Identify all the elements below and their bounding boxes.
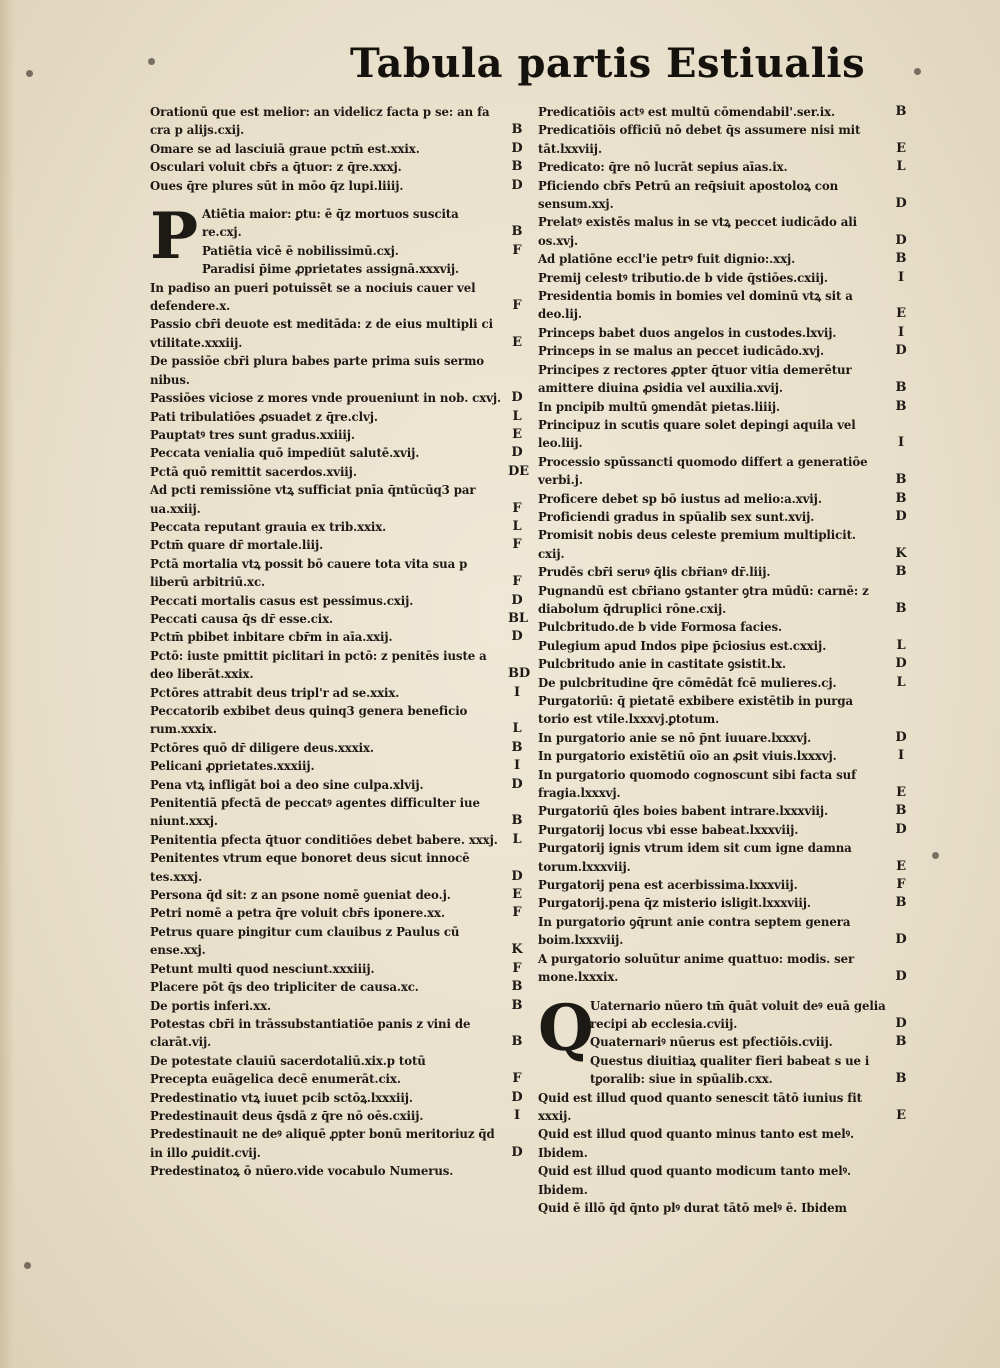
index-entry: [150, 684, 526, 702]
section-letter: F: [512, 500, 522, 516]
entry-text: In pncipib multū ꝯmendāt pietas.liiij.: [538, 399, 780, 414]
index-entry: [538, 490, 910, 508]
entry-text: Petrus quare pingitur cum clauibus z Paulus cū ense.xxj.: [150, 924, 460, 958]
entry-text: In purgatorio existētiū oīo an ꝓsit viuis.lxxxvj.: [538, 749, 837, 764]
section-letter: B: [895, 490, 907, 506]
section-letter: I: [898, 748, 904, 764]
entry-text: Predestinauit ne deꝰ aliquē ꝓpter bonū meritoriuz q̄d in illo ꝓuidit.cvij.: [150, 1127, 495, 1160]
entry-text: In purgatorio ꝯq̄runt anie contra septem genera boim.lxxxviij.: [538, 914, 851, 948]
index-entry: [202, 205, 526, 242]
index-entry: [202, 260, 526, 278]
index-entry: [538, 692, 910, 729]
index-entry: [538, 213, 910, 250]
entry-text: Pctōres attrabit deus tripl'r ad se.xxix.: [150, 685, 400, 700]
entry-text: Paradisi p̄ime ꝓprietates assignā.xxxvij.: [202, 262, 459, 277]
entry-text: Patiētia vicē ē nobilissimū.cxj.: [202, 243, 399, 258]
section-letter: L: [896, 159, 906, 175]
entry-text: Passiōes viciose z mores vnde proueniunt in nob. cxvj.: [150, 391, 502, 406]
section-letter: B: [511, 997, 523, 1013]
section-letter: E: [896, 1107, 906, 1123]
entry-text: Potestas cbr̄i in trāssubstantiatiōe panis z vini de clarāt.vij.: [150, 1016, 471, 1050]
index-entry: [538, 121, 910, 158]
section-letter: B: [511, 1034, 523, 1050]
index-entry: [538, 1125, 910, 1162]
ink-speck: [148, 58, 155, 65]
entry-text: Atiētia maior: ꝑtu: ē q̄z mortuos suscita re.cxj.: [202, 207, 459, 240]
entry-text: Omare se ad lasciuiā graue pctm̄ est.xxix.: [150, 141, 420, 156]
index-entry: [150, 904, 526, 922]
index-entry: [202, 242, 526, 260]
drop-capital: Q: [538, 990, 594, 1066]
entry-text: De portis inferi.xx.: [150, 998, 271, 1013]
letter-section: [538, 990, 910, 1218]
index-entry: [150, 463, 529, 481]
index-entry: [538, 637, 910, 655]
index-entry: [150, 536, 526, 554]
entry-text: Princeps babet duos angelos in custodes.lxvij.: [538, 325, 837, 340]
section-letter: D: [895, 343, 907, 359]
index-entry: [150, 1125, 526, 1162]
entry-text: Passio cbr̄i deuote est meditāda: z de eius multipli ci vtilitate.xxxiij.: [150, 317, 493, 350]
index-entry: [150, 1107, 526, 1125]
drop-capital: P: [150, 199, 199, 275]
index-entry: [150, 960, 526, 978]
entry-text: Peccati causa q̄s dr̄ esse.cix.: [150, 611, 334, 626]
index-entry: [150, 555, 526, 592]
entry-text: Peccata reputant grauia ex trib.xxix.: [150, 519, 387, 534]
entry-text: In purgatorio quomodo cognoscunt sibi facta suf fragia.lxxxvj.: [538, 767, 857, 801]
index-entry: [590, 997, 910, 1034]
index-entry: [150, 978, 526, 996]
section-letter: B: [511, 224, 523, 240]
section-letter: D: [511, 868, 523, 884]
index-entry: [538, 1199, 910, 1217]
index-entry: [150, 739, 526, 757]
ink-speck: [932, 852, 939, 859]
section-letter: B: [895, 803, 907, 819]
section-letter: B: [895, 251, 907, 267]
entry-text: Peccata venialia quō impediūt salutē.xvij.: [150, 446, 420, 461]
index-entry: [150, 1015, 526, 1052]
section-letter: D: [511, 390, 523, 406]
index-entry: [538, 839, 910, 876]
index-entry: [538, 324, 910, 342]
entry-text: Pficiendo cbr̄s Petrū an req̄siuit apostoloꝝ con sensum.xxj.: [538, 178, 839, 212]
section-letter: B: [895, 398, 907, 414]
section-letter: B: [511, 813, 523, 829]
entry-text: Pena vtꝝ infligāt boi a deo sine culpa.xlvij.: [150, 777, 424, 792]
entry-text: Oues q̄re plures sūt in mōo q̄z lupi.liiij.: [150, 178, 404, 193]
entry-text: Pctm̄ pbibet inbitare cbr̄m in aīa.xxij.: [150, 630, 393, 645]
entry-text: Pelicani ꝓprietates.xxxiij.: [150, 759, 315, 774]
section-letter: D: [895, 656, 907, 672]
index-entry: [538, 821, 910, 839]
index-entry: [150, 518, 526, 536]
section-letter: L: [512, 518, 522, 534]
section-letter: F: [512, 1071, 522, 1087]
index-entry: [150, 481, 526, 518]
section-letter: D: [895, 932, 907, 948]
index-entry: [538, 287, 910, 324]
index-entry: [150, 315, 526, 352]
entry-text: Precepta euāgelica decē enumerāt.cix.: [150, 1072, 401, 1087]
index-entry: [150, 426, 526, 444]
section-letter: F: [896, 877, 906, 893]
section-letter: B: [895, 895, 907, 911]
section-letter: D: [511, 1144, 523, 1160]
section-letter: D: [511, 177, 523, 193]
ink-speck: [26, 70, 33, 77]
index-entry: [150, 103, 526, 140]
entry-text: Principuz in scutis quare solet depingi aquila vel leo.liij.: [538, 417, 856, 451]
section-letter: B: [895, 104, 907, 119]
section-letter: I: [898, 269, 904, 285]
entry-text: Predestinatio vtꝝ iuuet pcib sctōꝝ.lxxxiij.: [150, 1090, 413, 1105]
section-letter: B: [895, 1071, 907, 1087]
section-letter: F: [512, 960, 522, 976]
entry-text: Principes z rectores ꝓpter q̄tuor vitia demerētur amittere diuina ꝓsidia vel auxilia.xvij.: [538, 362, 852, 396]
entry-text: Processio spūssancti quomodo differt a generatiōe verbi.j.: [538, 454, 868, 488]
section-letter: K: [511, 942, 523, 958]
section-letter: F: [512, 298, 522, 314]
entry-text: Quid est illud quod quanto minus tanto est melꝰ. Ibidem.: [538, 1127, 854, 1160]
index-entry: [538, 508, 910, 526]
section-letter: E: [896, 858, 906, 874]
index-entry: [538, 526, 910, 563]
section-letter: E: [896, 140, 906, 156]
index-entry: [150, 1089, 526, 1107]
section-letter: D: [895, 821, 907, 837]
index-entry: [150, 279, 526, 316]
section-letter: B: [895, 380, 907, 396]
entry-text: Questus diuitiaꝝ qualiter fieri babeat s ue i tꝑoralib: siue in spūalib.cxx.: [590, 1053, 870, 1087]
index-entry: [538, 674, 910, 692]
index-column-right: [538, 103, 910, 1217]
entry-text: De passiōe cbr̄i plura babes parte prima suis sermo nibus.: [150, 354, 485, 387]
section-letter: D: [511, 629, 523, 645]
entry-text: Pctm̄ quare dr̄ mortale.liij.: [150, 538, 324, 553]
index-entry: [538, 453, 910, 490]
index-entry: [150, 610, 526, 628]
index-entry: [538, 729, 910, 747]
section-letter: D: [895, 232, 907, 248]
index-entry: [150, 1052, 526, 1070]
entry-text: Predestinatoꝝ ō nūero.vide vocabulo Numerus.: [150, 1164, 454, 1179]
entry-text: Presidentia bomis in bomies vel dominū vtꝝ sit a deo.lij.: [538, 289, 853, 322]
page-edge-shadow: [0, 0, 14, 1368]
index-entry: [150, 408, 526, 426]
section-letter: D: [895, 969, 907, 985]
index-entry: [538, 655, 910, 673]
section-letter: E: [896, 785, 906, 801]
section-letter: DE: [508, 463, 529, 479]
section-letter: F: [512, 905, 522, 921]
index-entry: [150, 923, 526, 960]
entry-text: Predicato: q̄re nō lucrāt sepius aīas.ix.: [538, 160, 788, 175]
section-letter: D: [511, 140, 523, 156]
index-entry: [150, 1162, 526, 1180]
section-letter: D: [895, 729, 907, 745]
section-letter: D: [511, 445, 523, 461]
entry-text: Purgatorij pena est acerbissima.lxxxviij.: [538, 878, 798, 893]
section-letter: I: [514, 758, 520, 774]
section-letter: I: [514, 1107, 520, 1123]
index-column-left: [150, 103, 531, 1181]
index-entry: [538, 802, 910, 820]
entry-text: Quid ē illō q̄d q̄nto plꝰ durat tātō melꝰ ē. Ibidem: [538, 1200, 847, 1215]
entry-text: Osculari voluit cbr̄s a q̄tuor: z q̄re.xxxj.: [150, 160, 402, 175]
section-letter: B: [895, 472, 907, 488]
section-letter: B: [895, 564, 907, 580]
section-letter: D: [895, 196, 907, 212]
letter-section: [150, 199, 531, 1181]
entry-text: Quid est illud quod quanto senescit tātō iunius fit xxxij.: [538, 1090, 862, 1123]
section-letter: F: [512, 574, 522, 590]
entry-text: Purgatorij ignis vtrum idem sit cum igne damna torum.lxxxviij.: [538, 841, 852, 874]
section-letter: E: [896, 306, 906, 322]
index-entry: [150, 886, 526, 904]
entry-text: Proficere debet sp bō iustus ad melio:a.xvij.: [538, 491, 822, 506]
index-entry: [150, 592, 526, 610]
section-gap: [538, 987, 910, 997]
entry-text: A purgatorio soluūtur anime quattuo: modis. ser mone.lxxxix.: [538, 951, 855, 985]
section-letter: B: [511, 979, 523, 995]
entry-text: Purgatoriū q̄les boies babent intrare.lxxxviij.: [538, 804, 829, 819]
section-letter: B: [895, 1034, 907, 1050]
section-letter: F: [512, 242, 522, 258]
section-gap: [150, 195, 526, 205]
entry-text: Pctā mortalia vtꝝ possit bō cauere tota vita sua p liberū arbitriū.xc.: [150, 556, 468, 590]
index-entry: [590, 1052, 910, 1089]
entry-text: Pctā quō remittit sacerdos.xviij.: [150, 464, 357, 479]
index-entry: [538, 563, 910, 581]
index-entry: [538, 582, 910, 619]
index-entry: [538, 103, 910, 121]
index-entry: [150, 177, 526, 195]
index-entry: [538, 158, 910, 176]
entry-text: Penitentes vtrum eque bonoret deus sicut innocē tes.xxxj.: [150, 851, 470, 884]
index-entry: [150, 831, 526, 849]
entry-text: Pauptatꝰ tres sunt gradus.xxiiij.: [150, 427, 355, 442]
section-letter: B: [511, 159, 523, 175]
section-letter: BD: [508, 666, 531, 682]
index-entry: [150, 628, 526, 646]
entry-text: Purgatorij.pena q̄z misterio isligit.lxxxviij.: [538, 896, 811, 911]
section-letter: I: [898, 435, 904, 451]
index-entry: [538, 747, 910, 765]
entry-text: Petri nomē a petra q̄re voluit cbr̄s iponere.xx.: [150, 906, 445, 921]
entry-text: Purgatorij locus vbi esse babeat.lxxxviij.: [538, 822, 799, 837]
index-entry: [150, 158, 526, 176]
index-entry: [150, 849, 526, 886]
section-letter: D: [895, 1015, 907, 1031]
entry-text: Predicatiōis actꝰ est multū cōmendabil'.ser.ix.: [538, 105, 835, 119]
entry-text: Princeps in se malus an peccet iudicādo.xvj.: [538, 344, 825, 359]
index-entry: [150, 1070, 526, 1088]
entry-text: Peccatorib exbibet deus quinq3 genera beneficio rum.xxxix.: [150, 704, 468, 737]
entry-text: Quaternariꝰ nūerus est pfectiōis.cviij.: [590, 1035, 833, 1050]
entry-text: Pctō: iuste pmittit piclitari in pctō: z penitēs iuste a deo liberāt.xxix.: [150, 648, 487, 682]
entry-text: Pati tribulatiōes ꝓsuadet z q̄re.clvj.: [150, 409, 378, 424]
entry-text: Petunt multi quod nesciunt.xxxiiij.: [150, 961, 375, 976]
section-letter: D: [895, 508, 907, 524]
entry-text: Pulcbritudo anie in castitate ꝯsistit.lx.: [538, 657, 787, 672]
entry-text: Predicatiōis officiū nō debet q̄s assumere nisi mit tāt.lxxviij.: [538, 123, 861, 156]
entry-text: Ad pcti remissiōne vtꝝ sufficiat pnīa q̄ntūcūq3 par ua.xxiij.: [150, 483, 476, 516]
index-entry: [538, 950, 910, 987]
entry-text: De potestate clauiū sacerdotaliū.xix.p totū: [150, 1053, 426, 1068]
index-entry: [150, 776, 526, 794]
entry-text: Penitentiā pfectā de peccatꝰ agentes difficulter iue niunt.xxxj.: [150, 796, 480, 829]
entry-text: Quid est illud quod quanto modicum tanto melꝰ. Ibidem.: [538, 1164, 852, 1197]
entry-text: Uaternario nūero tm̄ q̄uāt voluit deꝰ euā gelia recipi ab ecclesia.cviij.: [590, 998, 886, 1031]
index-entry: [538, 398, 910, 416]
section-letter: F: [512, 537, 522, 553]
entry-text: Persona q̄d sit: z an psone nomē ꝯueniat deo.j.: [150, 888, 451, 903]
index-entry: [150, 794, 526, 831]
index-entry: [538, 1162, 910, 1199]
page-title: Tabula partis Estiualis: [350, 40, 866, 87]
index-entry: [538, 361, 910, 398]
index-entry: [538, 177, 910, 214]
section-letter: BL: [508, 610, 528, 626]
entry-text: Peccati mortalis casus est pessimus.cxij.: [150, 593, 414, 608]
entry-text: Prudēs cbr̄i seruꝰ q̄lis cbr̄ianꝰ dr̄.liij.: [538, 565, 771, 580]
section-letter: I: [514, 684, 520, 700]
section-letter: B: [511, 739, 523, 755]
index-entry: [150, 757, 526, 775]
index-entry: [538, 269, 910, 287]
index-entry: [150, 702, 526, 739]
entry-text: In purgatorio anie se nō p̄nt iuuare.lxxxvj.: [538, 730, 812, 745]
entry-text: Pulcbritudo.de b vide Formosa facies.: [538, 620, 783, 635]
entry-text: Placere pōt q̄s deo tripliciter de causa.xc.: [150, 980, 419, 995]
section-letter: D: [511, 1089, 523, 1105]
entry-text: Promisit nobis deus celeste premium multiplicit. cxij.: [538, 528, 856, 561]
index-entry: [538, 250, 910, 268]
entry-text: Premij celestꝰ tributio.de b vide q̄stiōes.cxiij.: [538, 270, 828, 285]
index-entry: [538, 876, 910, 894]
index-entry: [538, 618, 910, 636]
entry-text: Pulegium apud Indos pipe p̄ciosius est.cxxij.: [538, 638, 827, 653]
index-entry: [150, 352, 526, 389]
entry-text: Prelatꝰ existēs malus in se vtꝝ peccet iudicādo ali os.xvj.: [538, 215, 857, 248]
section-letter: L: [896, 637, 906, 653]
section-letter: E: [512, 887, 522, 903]
section-letter: E: [512, 426, 522, 442]
index-entry: [538, 766, 910, 803]
entry-text: De pulcbritudine q̄re cōmēdāt fcē mulieres.cj.: [538, 675, 837, 690]
entry-text: In padiso an pueri potuissēt se a nociuis cauer vel defendere.x.: [150, 280, 476, 314]
index-entry: [538, 894, 910, 912]
index-entry: [150, 444, 526, 462]
index-entry: [538, 342, 910, 360]
section-letter: L: [512, 408, 522, 424]
entry-text: Penitentia pfecta q̄tuor conditiōes debet babere. xxxj.: [150, 832, 498, 847]
entry-text: Predestinauit deus q̄sdā z q̄re nō oēs.cxiij.: [150, 1108, 424, 1123]
entry-text: Orationū que est melior: an videlicz facta p se: an fa cra p alijs.cxij.: [150, 105, 490, 138]
index-entry: [150, 647, 531, 684]
section-letter: E: [512, 334, 522, 350]
ink-speck: [24, 1262, 31, 1269]
entry-text: Purgatoriū: q̄ pietatē exbibere existētib in purga torio est vtile.lxxxvj.ꝑtotum.: [538, 694, 854, 727]
section-letter: B: [511, 122, 523, 138]
section-letter: D: [511, 776, 523, 792]
index-entry: [150, 389, 526, 407]
ink-speck: [914, 68, 921, 75]
section-letter: I: [898, 324, 904, 340]
index-entry: [150, 997, 526, 1015]
section-letter: D: [511, 592, 523, 608]
entry-text: Proficiendi gradus in spūalib sex sunt.xvij.: [538, 509, 815, 524]
index-entry: [538, 1089, 910, 1126]
section-letter: B: [895, 600, 907, 616]
index-entry: [150, 140, 526, 158]
index-entry: [538, 913, 910, 950]
entry-text: Pctōres quō dr̄ diligere deus.xxxix.: [150, 740, 374, 755]
index-entry: [538, 416, 910, 453]
section-letter: K: [895, 545, 907, 561]
entry-text: Pugnandū est cbr̄iano ꝯstanter ꝯtra mūdū: carnē: z diabolum q̄druplici rōne.cxij.: [538, 583, 869, 616]
index-entry: [590, 1033, 910, 1051]
section-letter: L: [512, 831, 522, 847]
entry-text: Ad platiōne eccl'ie petrꝰ fuit digni̇o:.xxj.: [538, 252, 796, 267]
section-letter: L: [512, 721, 522, 737]
section-letter: L: [896, 674, 906, 690]
